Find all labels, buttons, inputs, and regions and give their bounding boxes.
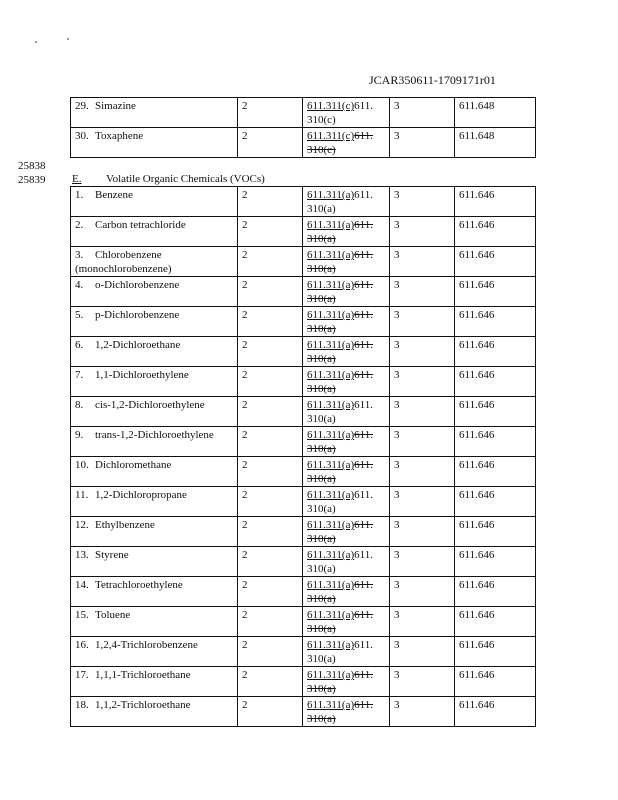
column-2-cell: 2 [238,187,303,217]
contaminant-name: Dichloromethane [95,459,172,471]
column-2-cell: 2 [238,397,303,427]
column-4-cell: 3 [390,217,455,247]
table-row [71,607,536,637]
new-reference: 611.311(a) [307,699,355,711]
old-reference: 611. 310(a) [307,399,373,425]
reference-cell [303,397,390,427]
reference-cell [303,367,390,397]
contaminant-name: 1,2-Dichloropropane [95,489,187,501]
section-reference-cell: 611.646 [455,397,536,427]
section-reference-cell: 611.646 [455,337,536,367]
old-reference: 611. 310(a) [307,519,373,545]
reference-cell [303,577,390,607]
section-reference-cell: 611.646 [455,487,536,517]
section-title: Volatile Organic Chemicals (VOCs) [106,173,265,185]
table-row [71,247,536,277]
reference-cell [303,547,390,577]
table-row [71,427,536,457]
new-reference: 611.311(a) [307,669,355,681]
column-2-cell: 2 [238,98,303,128]
table-row [71,697,536,727]
reference-cell [303,217,390,247]
old-reference: 611. 310(a) [307,189,373,215]
old-reference: 611. 310(c) [307,100,373,126]
column-4-cell: 3 [390,307,455,337]
column-4-cell: 3 [390,397,455,427]
contaminant-cell [71,397,238,427]
column-2-cell: 2 [238,367,303,397]
contaminant-name: Simazine [95,100,136,112]
old-reference: 611. 310(a) [307,429,373,455]
table-row [71,517,536,547]
section-reference-cell: 611.646 [455,547,536,577]
section-reference-cell: 611.646 [455,367,536,397]
row-number: 30. [75,130,89,142]
column-4-cell: 3 [390,637,455,667]
row-number: 6. [75,339,84,351]
section-reference-cell: 611.646 [455,697,536,727]
old-reference: 611. 310(a) [307,369,373,395]
table-row [71,457,536,487]
table-row [71,337,536,367]
table-row [71,187,536,217]
new-reference: 611.311(a) [307,219,355,231]
reference-cell [303,247,390,277]
contaminant-cell [71,607,238,637]
column-2-cell: 2 [238,547,303,577]
contaminant-cell [71,307,238,337]
section-reference-cell: 611.646 [455,577,536,607]
column-2-cell: 2 [238,487,303,517]
contaminant-cell [71,98,238,128]
new-reference: 611.311(a) [307,459,355,471]
reference-cell [303,607,390,637]
row-number: 13. [75,549,89,561]
table-vocs [70,186,536,727]
contaminant-cell [71,187,238,217]
section-reference-cell: 611.646 [455,607,536,637]
contaminant-name: 1,2-Dichloroethane [95,339,181,351]
row-number: 12. [75,519,89,531]
row-number: 10. [75,459,89,471]
row-number: 14. [75,579,89,591]
table-row [71,128,536,158]
contaminant-cell [71,427,238,457]
column-4-cell: 3 [390,367,455,397]
contaminant-name: o-Dichlorobenzene [95,279,180,291]
column-4-cell: 3 [390,187,455,217]
reference-cell [303,667,390,697]
column-2-cell: 2 [238,697,303,727]
column-4-cell: 3 [390,607,455,637]
column-4-cell: 3 [390,547,455,577]
row-number: 9. [75,429,84,441]
section-reference-cell: 611.646 [455,247,536,277]
contaminant-cell [71,517,238,547]
section-reference-cell: 611.646 [455,307,536,337]
contaminant-cell [71,247,238,277]
column-4-cell: 3 [390,667,455,697]
column-2-cell: 2 [238,427,303,457]
new-reference: 611.311(a) [307,279,355,291]
row-number: 7. [75,369,84,381]
row-number: 15. [75,609,89,621]
old-reference: 611. 310(a) [307,489,373,515]
contaminant-name: Toxaphene [95,130,144,142]
column-2-cell: 2 [238,637,303,667]
column-4-cell: 3 [390,487,455,517]
table-row [71,217,536,247]
new-reference: 611.311(a) [307,399,355,411]
column-2-cell: 2 [238,128,303,158]
old-reference: 611. 310(a) [307,339,373,365]
column-2-cell: 2 [238,337,303,367]
column-2-cell: 2 [238,307,303,337]
contaminant-name: Toluene [95,609,131,621]
column-2-cell: 2 [238,217,303,247]
contaminant-cell [71,487,238,517]
table-row [71,577,536,607]
old-reference: 611. 310(a) [307,699,373,725]
reference-cell [303,187,390,217]
column-2-cell: 2 [238,247,303,277]
reference-cell [303,277,390,307]
column-4-cell: 3 [390,337,455,367]
line-number: 25839 [18,174,46,186]
reference-cell [303,337,390,367]
row-number: 8. [75,399,84,411]
section-reference-cell: 611.646 [455,457,536,487]
row-number: 29. [75,100,89,112]
old-reference: 611. 310(a) [307,639,373,665]
section-reference-cell: 611.646 [455,637,536,667]
contaminant-cell [71,667,238,697]
column-4-cell: 3 [390,128,455,158]
table-row [71,277,536,307]
contaminant-name: Carbon tetrachloride [95,219,186,231]
old-reference: 611. 310(a) [307,459,373,485]
contaminant-cell [71,547,238,577]
document-id: JCAR350611-1709171r01 [369,73,496,87]
row-number: 2. [75,219,84,231]
old-reference: 611. 310(c) [307,130,373,156]
column-4-cell: 3 [390,98,455,128]
column-4-cell: 3 [390,577,455,607]
old-reference: 611. 310(a) [307,579,373,605]
contaminant-name: Ethylbenzene [95,519,155,531]
table-row [71,667,536,697]
new-reference: 611.311(a) [307,579,355,591]
table-row [71,307,536,337]
new-reference: 611.311(a) [307,489,355,501]
new-reference: 611.311(a) [307,339,355,351]
section-reference-cell: 611.646 [455,667,536,697]
reference-cell [303,427,390,457]
old-reference: 611. 310(a) [307,219,373,245]
column-4-cell: 3 [390,277,455,307]
column-2-cell: 2 [238,577,303,607]
column-4-cell: 3 [390,247,455,277]
column-2-cell: 2 [238,667,303,697]
contaminant-cell [71,577,238,607]
line-number: 25838 [18,160,46,172]
column-4-cell: 3 [390,517,455,547]
contaminant-name: 1,1,1-Trichloroethane [95,669,191,681]
section-heading [72,173,265,185]
old-reference: 611. 310(a) [307,669,373,695]
new-reference: 611.311(a) [307,429,355,441]
contaminant-name: Styrene [95,549,129,561]
section-reference-cell: 611.648 [455,98,536,128]
old-reference: 611. 310(a) [307,279,373,305]
contaminant-name: Chlorobenzene (monochlorobenzene) [75,249,172,275]
column-2-cell: 2 [238,607,303,637]
new-reference: 611.311(a) [307,189,355,201]
old-reference: 611. 310(a) [307,549,373,575]
contaminant-name: 1,1-Dichloroethylene [95,369,189,381]
table-row [71,637,536,667]
table-row [71,397,536,427]
contaminant-name: trans-1,2-Dichloroethylene [95,429,214,441]
table-row [71,367,536,397]
reference-cell [303,98,390,128]
row-number: 1. [75,189,84,201]
column-2-cell: 2 [238,517,303,547]
reference-cell [303,307,390,337]
row-number: 3. [75,249,84,261]
new-reference: 611.311(c) [307,100,355,112]
new-reference: 611.311(c) [307,130,355,142]
reference-cell [303,487,390,517]
section-reference-cell: 611.646 [455,187,536,217]
new-reference: 611.311(a) [307,519,355,531]
old-reference: 611. 310(a) [307,249,373,275]
column-4-cell: 3 [390,427,455,457]
contaminant-name: Tetrachloroethylene [95,579,183,591]
table-row [71,547,536,577]
row-number: 18. [75,699,89,711]
table-continued [70,97,536,158]
section-letter: E. [72,173,82,185]
column-4-cell: 3 [390,457,455,487]
contaminant-cell [71,128,238,158]
scan-speck [67,38,69,40]
new-reference: 611.311(a) [307,249,355,261]
reference-cell [303,128,390,158]
table-row [71,98,536,128]
contaminant-name: p-Dichlorobenzene [95,309,180,321]
row-number: 5. [75,309,84,321]
reference-cell [303,457,390,487]
new-reference: 611.311(a) [307,639,355,651]
scan-speck [35,41,37,43]
contaminant-cell [71,277,238,307]
old-reference: 611. 310(a) [307,309,373,335]
contaminant-cell [71,697,238,727]
section-reference-cell: 611.646 [455,277,536,307]
contaminant-name: Benzene [95,189,133,201]
new-reference: 611.311(a) [307,549,355,561]
new-reference: 611.311(a) [307,609,355,621]
contaminant-cell [71,337,238,367]
table-row [71,487,536,517]
column-2-cell: 2 [238,457,303,487]
new-reference: 611.311(a) [307,369,355,381]
contaminant-cell [71,217,238,247]
reference-cell [303,697,390,727]
section-reference-cell: 611.646 [455,427,536,457]
column-4-cell: 3 [390,697,455,727]
contaminant-name: cis-1,2-Dichloroethylene [95,399,205,411]
section-reference-cell: 611.646 [455,217,536,247]
contaminant-cell [71,637,238,667]
reference-cell [303,517,390,547]
old-reference: 611. 310(a) [307,609,373,635]
contaminant-cell [71,457,238,487]
reference-cell [303,637,390,667]
row-number: 17. [75,669,89,681]
row-number: 4. [75,279,84,291]
contaminant-name: 1,1,2-Trichloroethane [95,699,191,711]
contaminant-name: 1,2,4-Trichlorobenzene [95,639,198,651]
section-reference-cell: 611.648 [455,128,536,158]
row-number: 11. [75,489,89,501]
new-reference: 611.311(a) [307,309,355,321]
row-number: 16. [75,639,89,651]
column-2-cell: 2 [238,277,303,307]
contaminant-cell [71,367,238,397]
section-reference-cell: 611.646 [455,517,536,547]
